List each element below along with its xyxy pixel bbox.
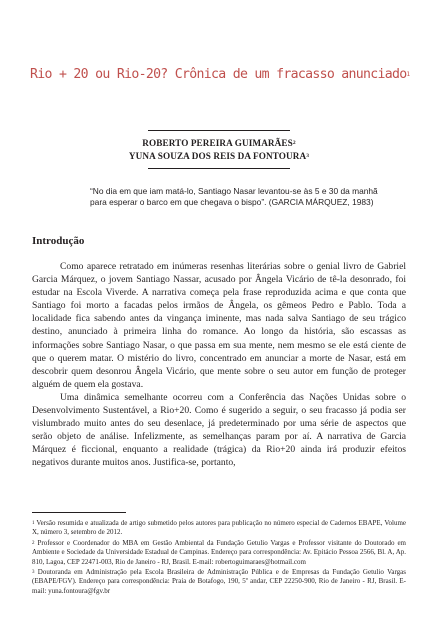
author-2-name: YUNA SOUZA DOS REIS DA FONTOURA: [128, 151, 307, 161]
footnote-2-text: Professor e Coordenador do MBA em Gestão Ambiental da Fundação Getulio Vargas e Professor visitante do Doutorado em Ambiente e Sociedade da Universidade Estadual de Campinas. Endereço para correspondência: Av. Epitácio Pessoa 2566, Bl. A, Ap. 810, Lagoa, CEP 22471-003, Rio de Janeiro - RJ, Brasil. E-mail: robertoguimaraes@hotmail.com: [32, 538, 406, 566]
author-1-footnote-ref[interactable]: 2: [292, 140, 296, 146]
paragraph-1: Como aparece retratado em inúmeras resenhas literárias sobre o genial livro de Gabriel Garcia Márquez, o jovem Santiago Nassar, acusado por Ângela Vicário de tê-la desonrado, foi estudar na Escola Viverde. A narrativa começa pela frase reproduzida acima e que conta que Santiago foi morto a facadas pelos irmãos de Ângela, os gêmeos Pedro e Pablo. Toda a localidade fica sabendo antes da vingança iminente, mas nada salva Santiago de seu trágico destino, anunciado à primeira linha do romance. Ao longo da história, são escassas as informações sobre Santiago Nasar, o que passa em sua mente, nem mesmo se ele está ciente de que o querem matar. O mistério do livro, concentrado em anunciar a morte de Nasar, está em descobrir quem desonrou Ângela Vicário, que mente sobre o seu autor em função de proteger alguém de quem ela gostava.: [32, 261, 406, 390]
footnote-2: [32, 539, 406, 567]
footnote-1-text: Versão resumida e atualizada de artigo submetido pelos autores para publicação no número especial de Cadernos EBAPE, Volume X, número 3, setembro de 2012.: [32, 519, 406, 537]
author-rule-top: [148, 130, 290, 131]
author-1: [60, 137, 378, 150]
body-text: [32, 260, 406, 470]
footnote-3: [32, 568, 406, 596]
article-title-text: Rio + 20 ou Rio-20? Crônica de um fracasso anunciado: [30, 67, 407, 82]
footnote-3-marker: 3: [32, 570, 35, 576]
title-footnote-ref[interactable]: 1: [406, 71, 411, 78]
section-heading: Introdução: [32, 235, 85, 247]
author-rule-bottom: [148, 168, 290, 169]
footnotes: [32, 519, 406, 597]
epigraph: “No dia em que iam matá-lo, Santiago Nasar levantou-se às 5 e 30 da manhã para esperar o barco em que chegava o bispo”. (GARCIA MÁRQUEZ, 1983): [90, 186, 378, 208]
author-2: [60, 150, 378, 163]
author-1-name: ROBERTO PEREIRA GUIMARÃES: [142, 138, 293, 148]
footnote-separator: [32, 512, 126, 513]
paragraph-2: Uma dinâmica semelhante ocorreu com a Conferência das Nações Unidas sobre o Desenvolvimento Sustentável, a Rio+20. Como é sugerido a seguir, o seu fracasso já podia ser vislumbrado muito antes do seu desenlace, já predeterminado por uma série de aspectos que serão objeto de análise. Infelizmente, as semelhanças param por aí. A narrativa de Garcia Márquez é ficcional, enquanto a realidade (trágica) da Rio+20 ainda irá produzir efeitos negativos durante muitos anos. Justifica-se, portanto,: [32, 391, 406, 469]
author-block: [60, 137, 378, 163]
footnote-1-marker: 1: [32, 521, 35, 526]
article-title: [30, 66, 411, 84]
footnote-2-marker: 2: [32, 540, 35, 546]
footnote-1: [32, 519, 406, 538]
footnote-3-text: Doutoranda em Administração pela Escola Brasileira de Administração Pública e de Empresas da Fundação Getulio Vargas (EBAPE/FGV). Endereço para correspondência: Praia de Botafogo, 190, 5º andar, CEP 22250-900, Rio de Janeiro - RJ, Brasil. E-mail: yuna.fontoura@fgv.br: [32, 568, 407, 595]
author-2-footnote-ref[interactable]: 3: [306, 153, 310, 159]
